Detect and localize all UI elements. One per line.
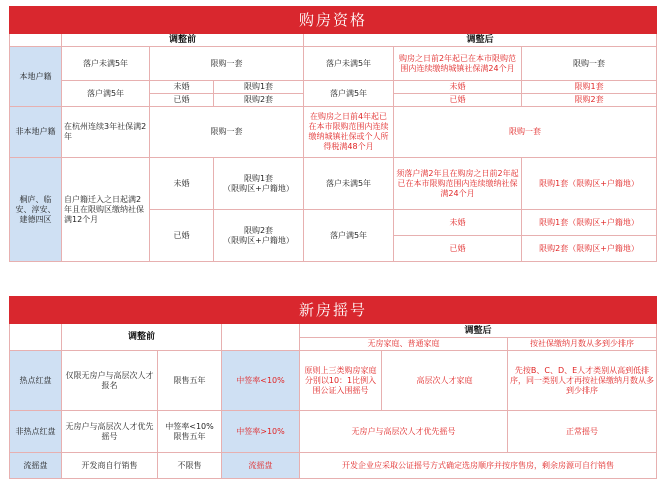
local-under5-before-cond: 落户未满5年	[62, 47, 150, 81]
local-married-after-val: 限购2套	[522, 94, 657, 107]
districts-married-label: 已婚	[150, 210, 214, 262]
hot-ratio-note: 原则上三类购房家庭分别以10：1比例入围公证入围摇号	[300, 351, 382, 411]
floating-before-limit: 不限售	[158, 453, 222, 479]
purchase-title: 购房资格	[10, 7, 657, 34]
districts-after-under5-val: 限购1套（限购区+户籍地）	[522, 158, 657, 210]
local-over5-before-cond: 落户满5年	[62, 81, 150, 107]
lottery-after-header: 调整后	[300, 324, 657, 338]
row-label-floating: 流摇盘	[10, 453, 62, 479]
districts-after-single-val: 限购1套（限购区+户籍地）	[522, 210, 657, 236]
local-married-label: 已婚	[150, 94, 214, 107]
nonhot-after-val: 正常摇号	[508, 411, 657, 453]
local-single-after-label: 未婚	[394, 81, 522, 94]
districts-after-single: 未婚	[394, 210, 522, 236]
lottery-before-header: 调整前	[62, 324, 222, 351]
local-under5-before-val: 限购一套	[150, 47, 304, 81]
local-under5-after-note: 购房之日前2年起已在本市限购范围内连续缴纳城镇社保满24个月	[394, 47, 522, 81]
nonlocal-before-val: 限购一套	[150, 107, 304, 158]
hot-before-limit: 限售五年	[158, 351, 222, 411]
districts-after-married-val: 限购2套（限购区+户籍地）	[522, 236, 657, 262]
nonlocal-before-cond: 在杭州连续3年社保满2年	[62, 107, 150, 158]
row-label-nonhot: 非热点红盘	[10, 411, 62, 453]
nonhot-rate: 中签率>10%	[222, 411, 300, 453]
nonhot-after-note: 无房户与高层次人才优先摇号	[300, 411, 508, 453]
local-over5-after-cond: 落户满5年	[304, 81, 394, 107]
districts-after-under5: 落户未满5年	[304, 158, 394, 210]
nonlocal-after-val: 限购一套	[394, 107, 657, 158]
after-header: 调整后	[304, 34, 657, 47]
nonhot-before-cond: 无房户与高层次人才优先摇号	[62, 411, 158, 453]
local-married-before-val: 限购2套	[214, 94, 304, 107]
floating-tag: 流摇盘	[222, 453, 300, 479]
districts-married-before-val: 限购2套 （限购区+户籍地）	[214, 210, 304, 262]
local-single-before-val: 限购1套	[214, 81, 304, 94]
districts-after-under5-note: 须落户满2年且在购房之日前2年起已在本市限购范围内连续缴纳社保满24个月	[394, 158, 522, 210]
lottery-title: 新房摇号	[10, 297, 657, 324]
purchase-qualification-table	[9, 6, 657, 262]
local-married-after-label: 已婚	[394, 94, 522, 107]
nonlocal-after-cond: 在购房之日前4年起已在本市限购范围内连续缴纳城镇社保或个人所得税满48个月	[304, 107, 394, 158]
row-label-nonlocal: 非本地户籍	[10, 107, 62, 158]
hot-talent: 高层次人才家庭	[382, 351, 508, 411]
local-single-label: 未婚	[150, 81, 214, 94]
floating-before-cond: 开发商自行销售	[62, 453, 158, 479]
hot-before-cond: 仅限无房户与高层次人才报名	[62, 351, 158, 411]
districts-after-over5: 落户满5年	[304, 210, 394, 262]
row-label-local: 本地户籍	[10, 47, 62, 107]
districts-after-married: 已婚	[394, 236, 522, 262]
hot-order-note: 先按B、C、D、E人才类别从高到低排序，同一类别人才再按社保缴纳月数从多到少排序	[508, 351, 657, 411]
row-label-hot: 热点红盘	[10, 351, 62, 411]
local-under5-after-val: 限购一套	[522, 47, 657, 81]
lottery-table	[9, 296, 657, 479]
lottery-sub2: 按社保缴纳月数从多到少排序	[508, 338, 657, 351]
hot-rate: 中签率<10%	[222, 351, 300, 411]
floating-after-note: 开发企业应采取公证摇号方式确定选房顺序并按序售房，剩余房源可自行销售	[300, 453, 657, 479]
districts-before-cond: 自户籍迁入之日起满2年且在限购区缴纳社保满12个月	[62, 158, 150, 262]
lottery-sub1: 无房家庭、普通家庭	[300, 338, 508, 351]
nonhot-before-limit: 中签率<10% 限售五年	[158, 411, 222, 453]
local-single-after-val: 限购1套	[522, 81, 657, 94]
local-under5-after-cond: 落户未满5年	[304, 47, 394, 81]
districts-single-before-val: 限购1套 （限购区+户籍地）	[214, 158, 304, 210]
districts-single-label: 未婚	[150, 158, 214, 210]
row-label-districts: 桐庐、临安、淳安、建德四区	[10, 158, 62, 262]
before-header: 调整前	[62, 34, 304, 47]
